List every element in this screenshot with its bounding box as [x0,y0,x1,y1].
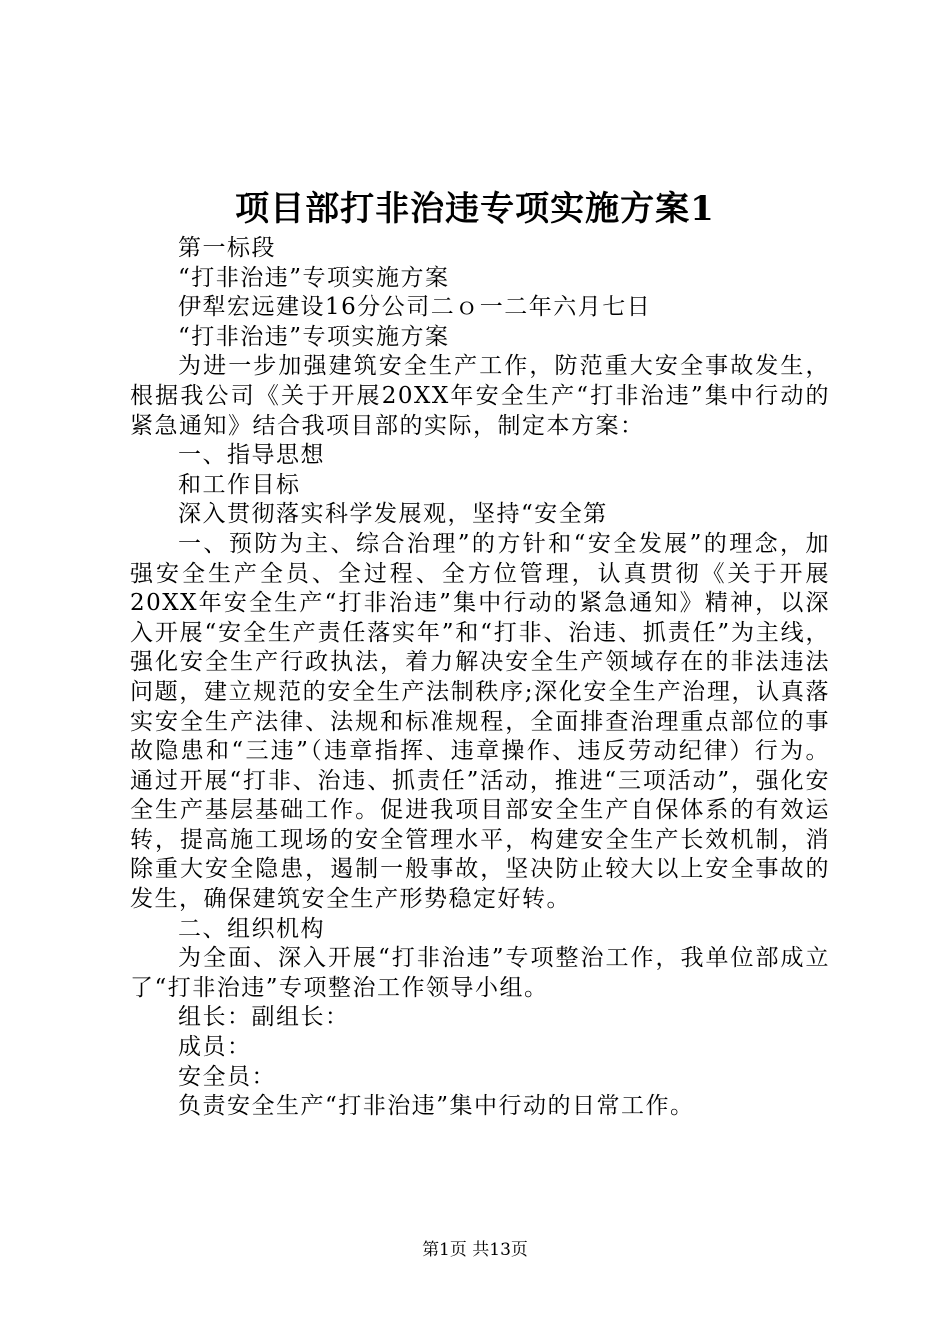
paragraph-duty: 负责安全生产“打非治违”集中行动的日常工作。 [178,1093,695,1120]
heading-organization: 二、组织机构 [178,915,325,942]
document-title: 项目部打非治违专项实施方案1 [235,189,715,229]
page-footer: 第1页 共13页 [422,1240,528,1260]
paragraph-principle-body: 一、预防为主、综合治理”的方针和“安全发展”的理念，加强安全生产全员、全过程、全方位管理，认真贯彻《关于开展20XX年安全生产“打非治违”集中行动的紧急通知》精神，以深入开展“安全生产责任落实年”和“打非、治违、抓责任”为主线，强化安全生产行政执法，着力解决安全生产领域存在的非法违法问题，建立规范的安全生产法制秩序;深化安全生产治理，认真落实安全生产法律、法规和标准规程，全面排查治理重点部位的事故隐患和“三违”（违章指挥、违章操作、违反劳动纪律）行为。通过开展“打非、治违、抓责任”活动，推进“三项活动”，强化安全生产基层基础工作。促进我项目部安全生产自保体系的有效运转，提高施工现场的安全管理水平，构建安全生产长效机制，消除重大安全隐患，遏制一般事故，坚决防止较大以上安全事故的发生，确保建筑安全生产形势稳定好转。 [130,530,830,913]
paragraph-issuer-date: 伊犁宏远建设16分公司二ｏ一二年六月七日 [178,294,652,321]
paragraph-members: 成员： [178,1034,252,1061]
paragraph-intro: 为进一步加强建筑安全生产工作，防范重大安全事故发生，根据我公司《关于开展20XX年安全生产“打非治违”集中行动的紧急通知》结合我项目部的实际，制定本方案： [130,353,830,439]
paragraph-leader: 组长：副组长： [178,1004,350,1031]
document-body [130,234,830,1122]
paragraph-subtitle: “打非治违”专项实施方案 [178,264,450,291]
heading-guiding-ideology: 一、指导思想 [178,442,325,469]
paragraph-principle-lead: 深入贯彻落实科学发展观，坚持“安全第 [178,501,608,528]
heading-work-goals: 和工作目标 [178,471,301,498]
paragraph-subtitle-repeat: “打非治违”专项实施方案 [178,323,450,350]
paragraph-section-label: 第一标段 [178,235,276,261]
paragraph-organization: 为全面、深入开展“打非治违”专项整治工作，我单位部成立了“打非治违”专项整治工作领导小组。 [130,945,830,1001]
paragraph-safety-officer: 安全员： [178,1063,276,1090]
